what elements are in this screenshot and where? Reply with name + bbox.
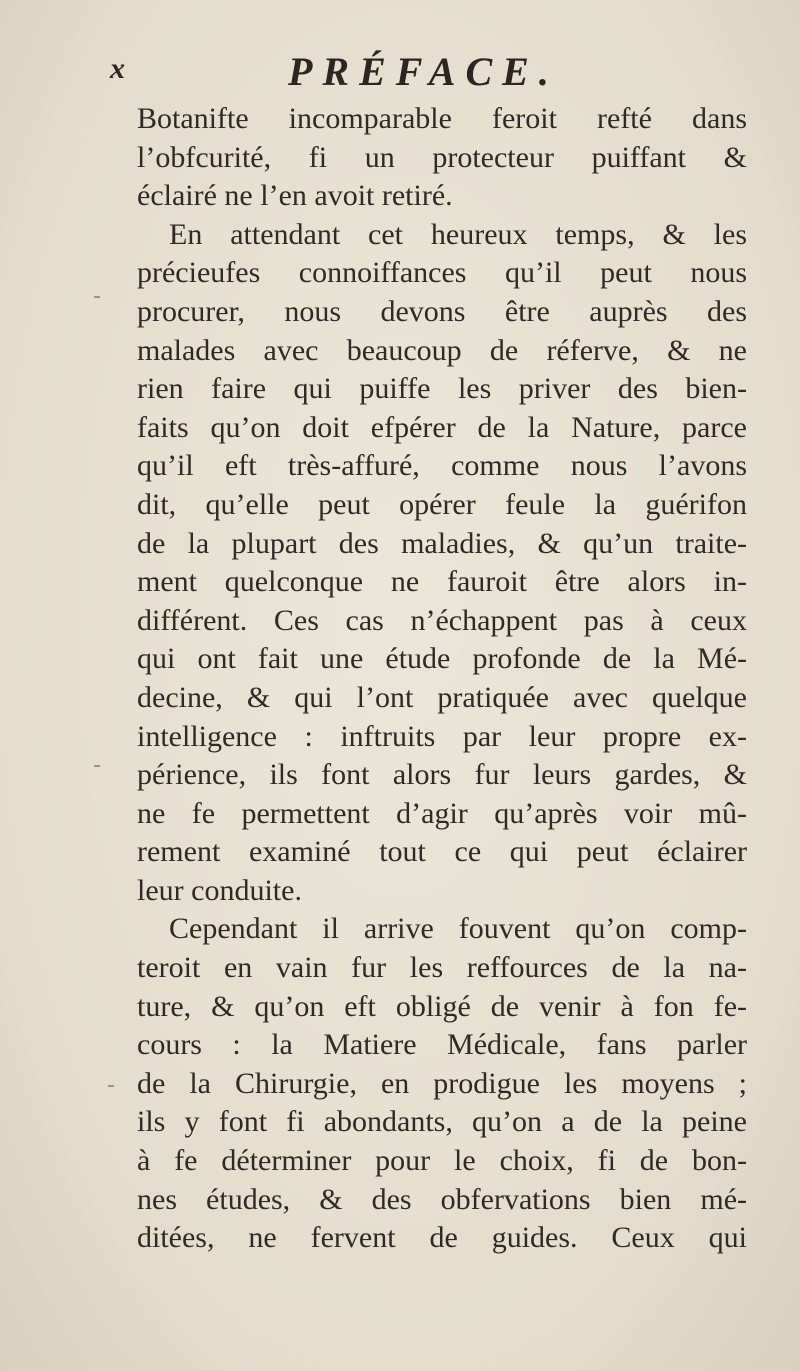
margin-speck — [108, 1085, 114, 1087]
text-line: différent. Ces cas n’échappent pas à ceux — [137, 603, 747, 637]
text-line: malades avec beaucoup de réferve, & ne — [137, 333, 747, 367]
body-text — [137, 100, 747, 1258]
text-line: à fe déterminer pour le choix, fi de bon- — [137, 1144, 747, 1178]
text-line: Botanifte incomparable feroit refté dans — [137, 102, 747, 135]
text-line: de la plupart des maladies, & qu’un traite- — [137, 526, 747, 560]
text-line: faits qu’on doit efpérer de la Nature, parce — [137, 410, 747, 444]
text-line: ment quelconque ne fauroit être alors in- — [137, 565, 747, 599]
page-header — [110, 48, 730, 98]
text-line: précieufes connoiffances qu’il peut nous — [137, 256, 747, 290]
text-line: éclairé ne l’en avoit retiré. — [137, 179, 453, 213]
text-line: Cependant il arrive fouvent qu’on comp- — [169, 912, 747, 946]
text-line: intelligence : inftruits par leur propre ex- — [137, 719, 747, 753]
text-line: l’obfcurité, fi un protecteur puiffant & — [137, 140, 747, 174]
running-title: PRÉFACE. — [288, 49, 559, 94]
text-line: rement examiné tout ce qui peut éclairer — [137, 835, 747, 869]
text-line: ture, & qu’on eft obligé de venir à fon fe- — [137, 989, 747, 1023]
text-line: En attendant cet heureux temps, & les — [169, 217, 747, 251]
text-line: procurer, nous devons être auprès des — [137, 294, 747, 328]
text-line: qui ont fait une étude profonde de la Mé- — [137, 642, 747, 676]
text-line: rien faire qui puiffe les priver des bien- — [137, 372, 747, 406]
margin-speck — [94, 765, 100, 767]
text-line: leur conduite. — [137, 873, 302, 907]
text-line: ditées, ne fervent de guides. Ceux qui — [137, 1221, 747, 1255]
margin-speck — [94, 296, 100, 298]
text-line: ils y font fi abondants, qu’on a de la peine — [137, 1105, 747, 1139]
text-line: nes études, & des obfervations bien mé- — [137, 1182, 747, 1216]
text-line: qu’il eft très-affuré, comme nous l’avons — [137, 449, 747, 483]
text-line: ne fe permettent d’agir qu’après voir mû- — [137, 796, 747, 830]
text-line: decine, & qui l’ont pratiquée avec quelque — [137, 680, 747, 714]
text-line: de la Chirurgie, en prodigue les moyens ; — [137, 1066, 747, 1100]
text-line: dit, qu’elle peut opérer feule la guérifon — [137, 487, 747, 521]
text-line: teroit en vain fur les reffources de la na- — [137, 951, 747, 985]
text-line: cours : la Matiere Médicale, fans parler — [137, 1028, 747, 1062]
page-number: x — [110, 52, 125, 85]
text-line: périence, ils font alors fur leurs gardes, & — [137, 758, 747, 792]
